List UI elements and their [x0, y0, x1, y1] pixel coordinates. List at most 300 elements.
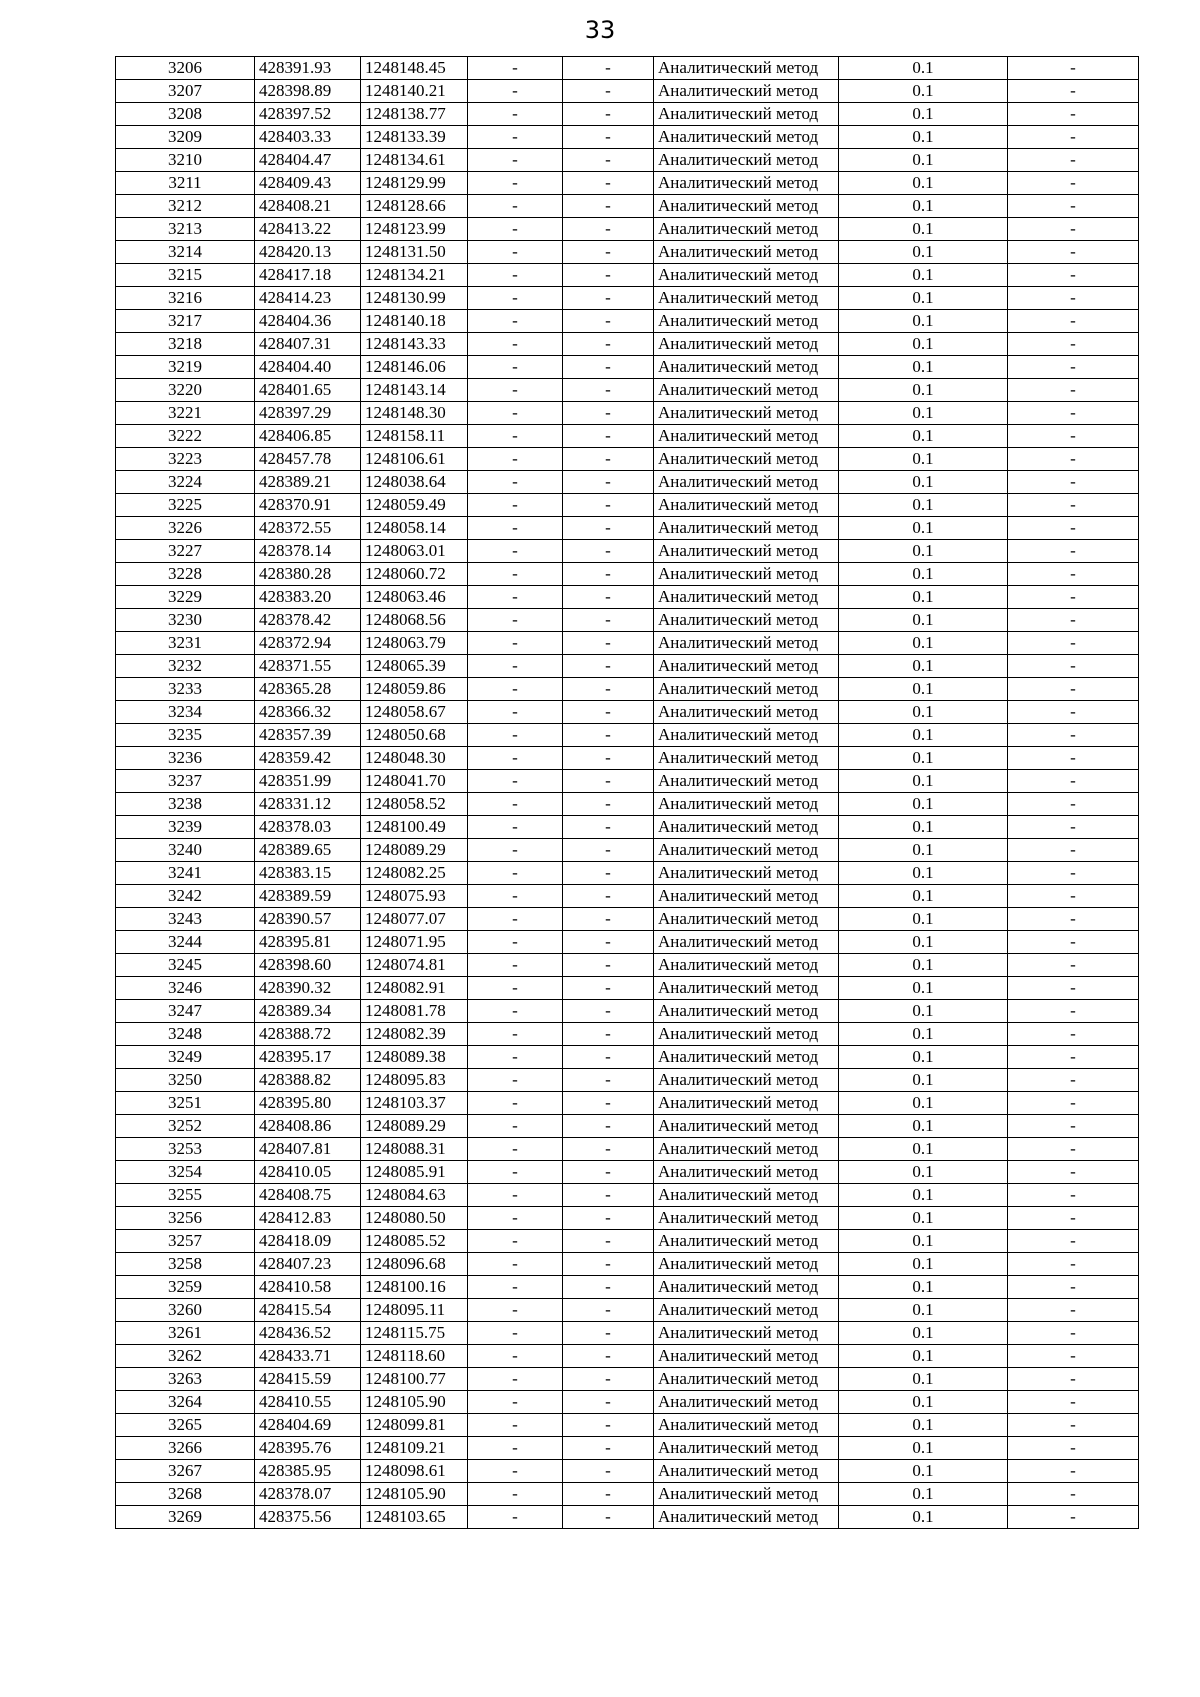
x-coordinate-cell: 428407.23 [255, 1253, 361, 1276]
dash-cell: - [468, 80, 563, 103]
dash-cell: - [563, 1207, 654, 1230]
dash-cell: - [563, 1184, 654, 1207]
x-coordinate-cell: 428351.99 [255, 770, 361, 793]
x-coordinate-cell: 428403.33 [255, 126, 361, 149]
method-cell: Аналитический метод [654, 1207, 839, 1230]
dash-cell: - [1008, 862, 1139, 885]
dash-cell: - [563, 1000, 654, 1023]
dash-cell: - [563, 655, 654, 678]
dash-cell: - [468, 310, 563, 333]
dash-cell: - [1008, 1322, 1139, 1345]
accuracy-cell: 0.1 [839, 1345, 1008, 1368]
dash-cell: - [563, 356, 654, 379]
table-row [116, 356, 1139, 379]
dash-cell: - [1008, 103, 1139, 126]
table-row [116, 310, 1139, 333]
point-number-cell: 3211 [116, 172, 255, 195]
y-coordinate-cell: 1248100.77 [361, 1368, 468, 1391]
method-cell: Аналитический метод [654, 1138, 839, 1161]
accuracy-cell: 0.1 [839, 379, 1008, 402]
dash-cell: - [563, 1460, 654, 1483]
method-cell: Аналитический метод [654, 655, 839, 678]
dash-cell: - [468, 1138, 563, 1161]
y-coordinate-cell: 1248143.14 [361, 379, 468, 402]
table-row [116, 172, 1139, 195]
table-row [116, 103, 1139, 126]
method-cell: Аналитический метод [654, 517, 839, 540]
accuracy-cell: 0.1 [839, 1276, 1008, 1299]
accuracy-cell: 0.1 [839, 816, 1008, 839]
table-row [116, 1322, 1139, 1345]
method-cell: Аналитический метод [654, 1299, 839, 1322]
y-coordinate-cell: 1248058.14 [361, 517, 468, 540]
method-cell: Аналитический метод [654, 494, 839, 517]
accuracy-cell: 0.1 [839, 724, 1008, 747]
method-cell: Аналитический метод [654, 241, 839, 264]
x-coordinate-cell: 428378.14 [255, 540, 361, 563]
dash-cell: - [1008, 1368, 1139, 1391]
table-row [116, 563, 1139, 586]
dash-cell: - [468, 816, 563, 839]
point-number-cell: 3209 [116, 126, 255, 149]
x-coordinate-cell: 428380.28 [255, 563, 361, 586]
dash-cell: - [1008, 264, 1139, 287]
table-row [116, 379, 1139, 402]
point-number-cell: 3217 [116, 310, 255, 333]
accuracy-cell: 0.1 [839, 1253, 1008, 1276]
dash-cell: - [563, 954, 654, 977]
accuracy-cell: 0.1 [839, 540, 1008, 563]
method-cell: Аналитический метод [654, 1414, 839, 1437]
dash-cell: - [1008, 471, 1139, 494]
x-coordinate-cell: 428404.69 [255, 1414, 361, 1437]
dash-cell: - [563, 977, 654, 1000]
dash-cell: - [1008, 494, 1139, 517]
dash-cell: - [1008, 1230, 1139, 1253]
point-number-cell: 3233 [116, 678, 255, 701]
y-coordinate-cell: 1248089.29 [361, 1115, 468, 1138]
method-cell: Аналитический метод [654, 1437, 839, 1460]
point-number-cell: 3255 [116, 1184, 255, 1207]
x-coordinate-cell: 428457.78 [255, 448, 361, 471]
point-number-cell: 3251 [116, 1092, 255, 1115]
dash-cell: - [1008, 1138, 1139, 1161]
accuracy-cell: 0.1 [839, 1138, 1008, 1161]
dash-cell: - [468, 540, 563, 563]
accuracy-cell: 0.1 [839, 241, 1008, 264]
y-coordinate-cell: 1248095.11 [361, 1299, 468, 1322]
accuracy-cell: 0.1 [839, 172, 1008, 195]
accuracy-cell: 0.1 [839, 471, 1008, 494]
y-coordinate-cell: 1248134.61 [361, 149, 468, 172]
accuracy-cell: 0.1 [839, 954, 1008, 977]
dash-cell: - [563, 1322, 654, 1345]
dash-cell: - [1008, 402, 1139, 425]
table-row [116, 425, 1139, 448]
x-coordinate-cell: 428395.76 [255, 1437, 361, 1460]
x-coordinate-cell: 428372.55 [255, 517, 361, 540]
dash-cell: - [468, 402, 563, 425]
dash-cell: - [563, 1230, 654, 1253]
x-coordinate-cell: 428383.15 [255, 862, 361, 885]
x-coordinate-cell: 428378.42 [255, 609, 361, 632]
dash-cell: - [468, 1391, 563, 1414]
dash-cell: - [563, 724, 654, 747]
dash-cell: - [1008, 241, 1139, 264]
dash-cell: - [1008, 1046, 1139, 1069]
dash-cell: - [468, 563, 563, 586]
x-coordinate-cell: 428390.32 [255, 977, 361, 1000]
table-row [116, 1506, 1139, 1529]
table-row [116, 1483, 1139, 1506]
point-number-cell: 3263 [116, 1368, 255, 1391]
dash-cell: - [1008, 1184, 1139, 1207]
dash-cell: - [563, 1506, 654, 1529]
method-cell: Аналитический метод [654, 195, 839, 218]
point-number-cell: 3235 [116, 724, 255, 747]
dash-cell: - [1008, 1161, 1139, 1184]
y-coordinate-cell: 1248109.21 [361, 1437, 468, 1460]
method-cell: Аналитический метод [654, 310, 839, 333]
dash-cell: - [1008, 954, 1139, 977]
method-cell: Аналитический метод [654, 609, 839, 632]
dash-cell: - [1008, 448, 1139, 471]
dash-cell: - [468, 494, 563, 517]
method-cell: Аналитический метод [654, 885, 839, 908]
dash-cell: - [1008, 172, 1139, 195]
dash-cell: - [468, 218, 563, 241]
dash-cell: - [563, 770, 654, 793]
y-coordinate-cell: 1248063.79 [361, 632, 468, 655]
x-coordinate-cell: 428388.72 [255, 1023, 361, 1046]
dash-cell: - [468, 241, 563, 264]
point-number-cell: 3220 [116, 379, 255, 402]
method-cell: Аналитический метод [654, 1230, 839, 1253]
dash-cell: - [468, 333, 563, 356]
dash-cell: - [563, 379, 654, 402]
y-coordinate-cell: 1248089.38 [361, 1046, 468, 1069]
accuracy-cell: 0.1 [839, 1414, 1008, 1437]
dash-cell: - [468, 471, 563, 494]
dash-cell: - [468, 1506, 563, 1529]
method-cell: Аналитический метод [654, 586, 839, 609]
dash-cell: - [1008, 333, 1139, 356]
x-coordinate-cell: 428395.17 [255, 1046, 361, 1069]
point-number-cell: 3214 [116, 241, 255, 264]
method-cell: Аналитический метод [654, 1460, 839, 1483]
table-body [116, 57, 1139, 1529]
x-coordinate-cell: 428408.75 [255, 1184, 361, 1207]
y-coordinate-cell: 1248060.72 [361, 563, 468, 586]
y-coordinate-cell: 1248115.75 [361, 1322, 468, 1345]
dash-cell: - [1008, 1460, 1139, 1483]
point-number-cell: 3228 [116, 563, 255, 586]
coordinates-table [115, 56, 1139, 1529]
table-row [116, 724, 1139, 747]
point-number-cell: 3239 [116, 816, 255, 839]
point-number-cell: 3224 [116, 471, 255, 494]
dash-cell: - [1008, 1069, 1139, 1092]
dash-cell: - [1008, 1483, 1139, 1506]
accuracy-cell: 0.1 [839, 80, 1008, 103]
method-cell: Аналитический метод [654, 356, 839, 379]
method-cell: Аналитический метод [654, 425, 839, 448]
x-coordinate-cell: 428357.39 [255, 724, 361, 747]
point-number-cell: 3231 [116, 632, 255, 655]
y-coordinate-cell: 1248075.93 [361, 885, 468, 908]
dash-cell: - [468, 1115, 563, 1138]
dash-cell: - [468, 1299, 563, 1322]
dash-cell: - [563, 264, 654, 287]
x-coordinate-cell: 428388.82 [255, 1069, 361, 1092]
method-cell: Аналитический метод [654, 264, 839, 287]
y-coordinate-cell: 1248131.50 [361, 241, 468, 264]
accuracy-cell: 0.1 [839, 862, 1008, 885]
x-coordinate-cell: 428407.81 [255, 1138, 361, 1161]
x-coordinate-cell: 428410.55 [255, 1391, 361, 1414]
accuracy-cell: 0.1 [839, 402, 1008, 425]
method-cell: Аналитический метод [654, 793, 839, 816]
point-number-cell: 3268 [116, 1483, 255, 1506]
dash-cell: - [468, 747, 563, 770]
table-row [116, 1391, 1139, 1414]
dash-cell: - [563, 747, 654, 770]
accuracy-cell: 0.1 [839, 793, 1008, 816]
table-row [116, 954, 1139, 977]
point-number-cell: 3241 [116, 862, 255, 885]
dash-cell: - [1008, 1207, 1139, 1230]
y-coordinate-cell: 1248059.86 [361, 678, 468, 701]
accuracy-cell: 0.1 [839, 747, 1008, 770]
accuracy-cell: 0.1 [839, 1299, 1008, 1322]
dash-cell: - [563, 701, 654, 724]
dash-cell: - [563, 172, 654, 195]
method-cell: Аналитический метод [654, 1092, 839, 1115]
y-coordinate-cell: 1248058.67 [361, 701, 468, 724]
method-cell: Аналитический метод [654, 1345, 839, 1368]
method-cell: Аналитический метод [654, 1483, 839, 1506]
table-row [116, 218, 1139, 241]
dash-cell: - [563, 1345, 654, 1368]
dash-cell: - [1008, 747, 1139, 770]
dash-cell: - [563, 1391, 654, 1414]
point-number-cell: 3245 [116, 954, 255, 977]
dash-cell: - [468, 149, 563, 172]
point-number-cell: 3206 [116, 57, 255, 80]
x-coordinate-cell: 428389.65 [255, 839, 361, 862]
table-row [116, 862, 1139, 885]
dash-cell: - [563, 1138, 654, 1161]
dash-cell: - [1008, 586, 1139, 609]
y-coordinate-cell: 1248134.21 [361, 264, 468, 287]
table-row [116, 678, 1139, 701]
point-number-cell: 3216 [116, 287, 255, 310]
dash-cell: - [468, 1046, 563, 1069]
dash-cell: - [468, 770, 563, 793]
dash-cell: - [468, 655, 563, 678]
dash-cell: - [563, 195, 654, 218]
point-number-cell: 3250 [116, 1069, 255, 1092]
dash-cell: - [468, 103, 563, 126]
table-row [116, 1368, 1139, 1391]
x-coordinate-cell: 428359.42 [255, 747, 361, 770]
y-coordinate-cell: 1248085.91 [361, 1161, 468, 1184]
x-coordinate-cell: 428415.54 [255, 1299, 361, 1322]
table-row [116, 1299, 1139, 1322]
y-coordinate-cell: 1248077.07 [361, 908, 468, 931]
dash-cell: - [563, 1483, 654, 1506]
method-cell: Аналитический метод [654, 701, 839, 724]
method-cell: Аналитический метод [654, 1046, 839, 1069]
table-row [116, 1000, 1139, 1023]
dash-cell: - [468, 379, 563, 402]
dash-cell: - [468, 1437, 563, 1460]
accuracy-cell: 0.1 [839, 908, 1008, 931]
method-cell: Аналитический метод [654, 770, 839, 793]
accuracy-cell: 0.1 [839, 333, 1008, 356]
table-row [116, 1092, 1139, 1115]
point-number-cell: 3236 [116, 747, 255, 770]
table-row [116, 885, 1139, 908]
method-cell: Аналитический метод [654, 1184, 839, 1207]
table-row [116, 448, 1139, 471]
dash-cell: - [468, 839, 563, 862]
dash-cell: - [1008, 1437, 1139, 1460]
method-cell: Аналитический метод [654, 632, 839, 655]
accuracy-cell: 0.1 [839, 1069, 1008, 1092]
dash-cell: - [563, 1437, 654, 1460]
dash-cell: - [468, 264, 563, 287]
dash-cell: - [468, 1207, 563, 1230]
accuracy-cell: 0.1 [839, 287, 1008, 310]
table-row [116, 908, 1139, 931]
method-cell: Аналитический метод [654, 1115, 839, 1138]
dash-cell: - [563, 632, 654, 655]
dash-cell: - [563, 126, 654, 149]
dash-cell: - [563, 448, 654, 471]
method-cell: Аналитический метод [654, 126, 839, 149]
point-number-cell: 3262 [116, 1345, 255, 1368]
y-coordinate-cell: 1248084.63 [361, 1184, 468, 1207]
table-row [116, 1207, 1139, 1230]
x-coordinate-cell: 428404.47 [255, 149, 361, 172]
dash-cell: - [468, 609, 563, 632]
dash-cell: - [468, 195, 563, 218]
dash-cell: - [563, 425, 654, 448]
dash-cell: - [563, 1368, 654, 1391]
table-row [116, 1345, 1139, 1368]
accuracy-cell: 0.1 [839, 310, 1008, 333]
dash-cell: - [563, 402, 654, 425]
x-coordinate-cell: 428412.83 [255, 1207, 361, 1230]
table-row [116, 1184, 1139, 1207]
point-number-cell: 3237 [116, 770, 255, 793]
x-coordinate-cell: 428414.23 [255, 287, 361, 310]
table-row [116, 264, 1139, 287]
x-coordinate-cell: 428408.21 [255, 195, 361, 218]
point-number-cell: 3229 [116, 586, 255, 609]
y-coordinate-cell: 1248048.30 [361, 747, 468, 770]
y-coordinate-cell: 1248099.81 [361, 1414, 468, 1437]
point-number-cell: 3244 [116, 931, 255, 954]
x-coordinate-cell: 428389.21 [255, 471, 361, 494]
method-cell: Аналитический метод [654, 1391, 839, 1414]
dash-cell: - [468, 885, 563, 908]
accuracy-cell: 0.1 [839, 425, 1008, 448]
dash-cell: - [563, 57, 654, 80]
accuracy-cell: 0.1 [839, 586, 1008, 609]
dash-cell: - [563, 1046, 654, 1069]
method-cell: Аналитический метод [654, 1253, 839, 1276]
dash-cell: - [1008, 770, 1139, 793]
point-number-cell: 3248 [116, 1023, 255, 1046]
method-cell: Аналитический метод [654, 57, 839, 80]
point-number-cell: 3269 [116, 1506, 255, 1529]
table-row [116, 241, 1139, 264]
y-coordinate-cell: 1248138.77 [361, 103, 468, 126]
point-number-cell: 3259 [116, 1276, 255, 1299]
y-coordinate-cell: 1248123.99 [361, 218, 468, 241]
dash-cell: - [468, 1345, 563, 1368]
x-coordinate-cell: 428415.59 [255, 1368, 361, 1391]
y-coordinate-cell: 1248096.68 [361, 1253, 468, 1276]
point-number-cell: 3230 [116, 609, 255, 632]
dash-cell: - [1008, 678, 1139, 701]
dash-cell: - [468, 517, 563, 540]
dash-cell: - [1008, 1115, 1139, 1138]
table-row [116, 333, 1139, 356]
dash-cell: - [1008, 885, 1139, 908]
dash-cell: - [1008, 540, 1139, 563]
accuracy-cell: 0.1 [839, 1506, 1008, 1529]
dash-cell: - [1008, 1023, 1139, 1046]
method-cell: Аналитический метод [654, 1161, 839, 1184]
dash-cell: - [563, 517, 654, 540]
table-row [116, 793, 1139, 816]
accuracy-cell: 0.1 [839, 609, 1008, 632]
dash-cell: - [563, 908, 654, 931]
point-number-cell: 3242 [116, 885, 255, 908]
accuracy-cell: 0.1 [839, 770, 1008, 793]
method-cell: Аналитический метод [654, 540, 839, 563]
method-cell: Аналитический метод [654, 80, 839, 103]
table-row [116, 540, 1139, 563]
table-row [116, 770, 1139, 793]
dash-cell: - [468, 1460, 563, 1483]
dash-cell: - [563, 609, 654, 632]
point-number-cell: 3253 [116, 1138, 255, 1161]
x-coordinate-cell: 428406.85 [255, 425, 361, 448]
dash-cell: - [468, 1368, 563, 1391]
dash-cell: - [1008, 356, 1139, 379]
dash-cell: - [1008, 1276, 1139, 1299]
dash-cell: - [1008, 310, 1139, 333]
accuracy-cell: 0.1 [839, 1000, 1008, 1023]
dash-cell: - [1008, 1092, 1139, 1115]
y-coordinate-cell: 1248082.39 [361, 1023, 468, 1046]
dash-cell: - [1008, 977, 1139, 1000]
point-number-cell: 3226 [116, 517, 255, 540]
x-coordinate-cell: 428395.81 [255, 931, 361, 954]
y-coordinate-cell: 1248106.61 [361, 448, 468, 471]
table-row [116, 494, 1139, 517]
y-coordinate-cell: 1248041.70 [361, 770, 468, 793]
dash-cell: - [1008, 1299, 1139, 1322]
method-cell: Аналитический метод [654, 448, 839, 471]
point-number-cell: 3221 [116, 402, 255, 425]
table-row [116, 1437, 1139, 1460]
method-cell: Аналитический метод [654, 1322, 839, 1345]
